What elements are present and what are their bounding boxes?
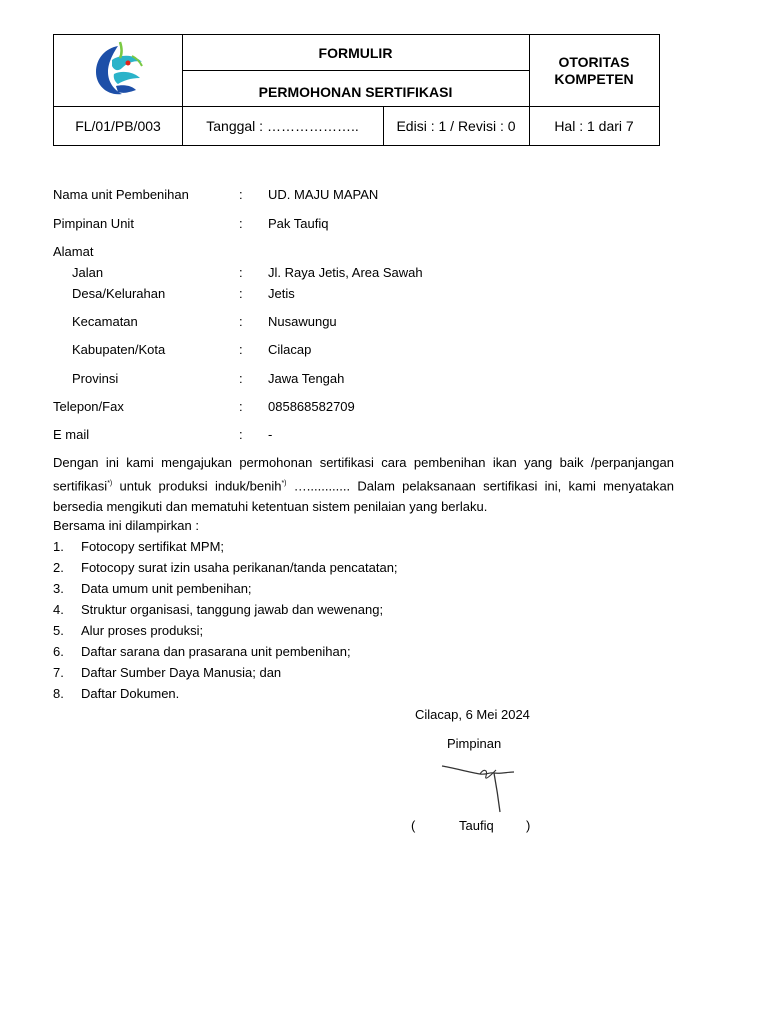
signer-name: Taufiq bbox=[459, 818, 494, 833]
date-field: Tanggal : ……………….. bbox=[206, 117, 359, 134]
list-item bbox=[53, 620, 673, 641]
field-colon: : bbox=[239, 216, 243, 231]
list-item bbox=[53, 557, 673, 578]
list-text: Fotocopy surat izin usaha perikanan/tanda pencatatan; bbox=[81, 560, 398, 575]
field-colon: : bbox=[239, 342, 243, 357]
field-colon: : bbox=[239, 399, 243, 414]
field-label: Kecamatan bbox=[72, 314, 138, 329]
list-number: 3. bbox=[53, 581, 64, 596]
list-text: Daftar Dokumen. bbox=[81, 686, 180, 701]
attachments-intro: Bersama ini dilampirkan : bbox=[53, 518, 199, 533]
field-value: Jetis bbox=[268, 286, 295, 301]
field-value: Cilacap bbox=[268, 342, 312, 357]
list-number: 2. bbox=[53, 560, 64, 575]
statement-part-2: untuk produksi induk/benih bbox=[112, 478, 282, 494]
list-number: 4. bbox=[53, 602, 64, 617]
field-colon: : bbox=[239, 371, 243, 386]
list-item bbox=[53, 536, 673, 557]
field-value: 085868582709 bbox=[268, 399, 355, 414]
field-label: Desa/Kelurahan bbox=[72, 286, 166, 301]
list-item bbox=[53, 578, 673, 599]
field-label: E mail bbox=[53, 427, 90, 442]
list-number: 1. bbox=[53, 539, 64, 554]
list-text: Data umum unit pembenihan; bbox=[81, 581, 252, 596]
name-close-paren: ) bbox=[526, 818, 531, 833]
list-text: Alur proses produksi; bbox=[81, 623, 204, 638]
field-label: Telepon/Fax bbox=[53, 399, 124, 414]
field-colon: : bbox=[239, 286, 243, 301]
field-colon: : bbox=[239, 265, 243, 280]
handwritten-signature bbox=[440, 760, 520, 815]
place-date: Cilacap, 6 Mei 2024 bbox=[415, 707, 530, 722]
field-value: Pak Taufiq bbox=[268, 216, 329, 231]
footnote-mark: *) bbox=[107, 480, 113, 487]
form-title: FORMULIR bbox=[318, 44, 393, 61]
field-value: - bbox=[268, 427, 273, 442]
authority-line-1: OTORITAS bbox=[558, 53, 630, 70]
field-value: UD. MAJU MAPAN bbox=[268, 187, 379, 202]
list-item bbox=[53, 662, 673, 683]
list-number: 6. bbox=[53, 644, 64, 659]
signer-role: Pimpinan bbox=[447, 736, 502, 751]
list-text: Fotocopy sertifikat MPM; bbox=[81, 539, 225, 554]
list-item bbox=[53, 641, 673, 662]
list-item bbox=[53, 599, 673, 620]
list-text: Daftar Sumber Daya Manusia; dan bbox=[81, 665, 282, 680]
field-value: Jl. Raya Jetis, Area Sawah bbox=[268, 265, 423, 280]
list-item bbox=[53, 683, 673, 704]
list-number: 5. bbox=[53, 623, 64, 638]
field-colon: : bbox=[239, 427, 243, 442]
list-number: 8. bbox=[53, 686, 64, 701]
field-label: Provinsi bbox=[72, 371, 119, 386]
logo bbox=[54, 35, 182, 106]
attachments-list bbox=[53, 536, 673, 704]
form-code: FL/01/PB/003 bbox=[75, 117, 161, 134]
field-label: Jalan bbox=[72, 265, 104, 280]
footnote-mark: *) bbox=[281, 480, 287, 487]
statement-part-3: …............ Dalam pelaksanaan sertifikasi ini, kami menyatakan bersedia mengikuti dan mematuhi ketentuan sistem penilaian yang berlaku. bbox=[53, 478, 674, 515]
field-label: Nama unit Pembenihan bbox=[53, 187, 189, 202]
field-label: Kabupaten/Kota bbox=[72, 342, 166, 357]
list-text: Struktur organisasi, tanggung jawab dan wewenang; bbox=[81, 602, 384, 617]
field-colon: : bbox=[239, 187, 243, 202]
page-number: Hal : 1 dari 7 bbox=[554, 117, 634, 134]
field-value: Nusawungu bbox=[268, 314, 337, 329]
field-label: Alamat bbox=[53, 244, 94, 259]
field-colon: : bbox=[239, 314, 243, 329]
list-text: Daftar sarana dan prasarana unit pembenihan; bbox=[81, 644, 351, 659]
fish-logo-icon bbox=[88, 40, 148, 102]
name-open-paren: ( bbox=[411, 818, 416, 833]
form-header-table bbox=[53, 34, 660, 146]
form-subtitle: PERMOHONAN SERTIFIKASI bbox=[258, 83, 453, 100]
list-number: 7. bbox=[53, 665, 64, 680]
field-value: Jawa Tengah bbox=[268, 371, 345, 386]
authority-line-2: KOMPETEN bbox=[554, 70, 634, 87]
authority-label bbox=[529, 35, 659, 106]
statement-part-1: Dengan ini kami mengajukan permohonan sertifikasi cara pembenihan ikan yang baik /perpanjangan sertifikasi bbox=[53, 455, 674, 494]
edition-revision: Edisi : 1 / Revisi : 0 bbox=[396, 117, 516, 134]
field-label: Pimpinan Unit bbox=[53, 216, 134, 231]
statement-paragraph bbox=[53, 452, 674, 517]
